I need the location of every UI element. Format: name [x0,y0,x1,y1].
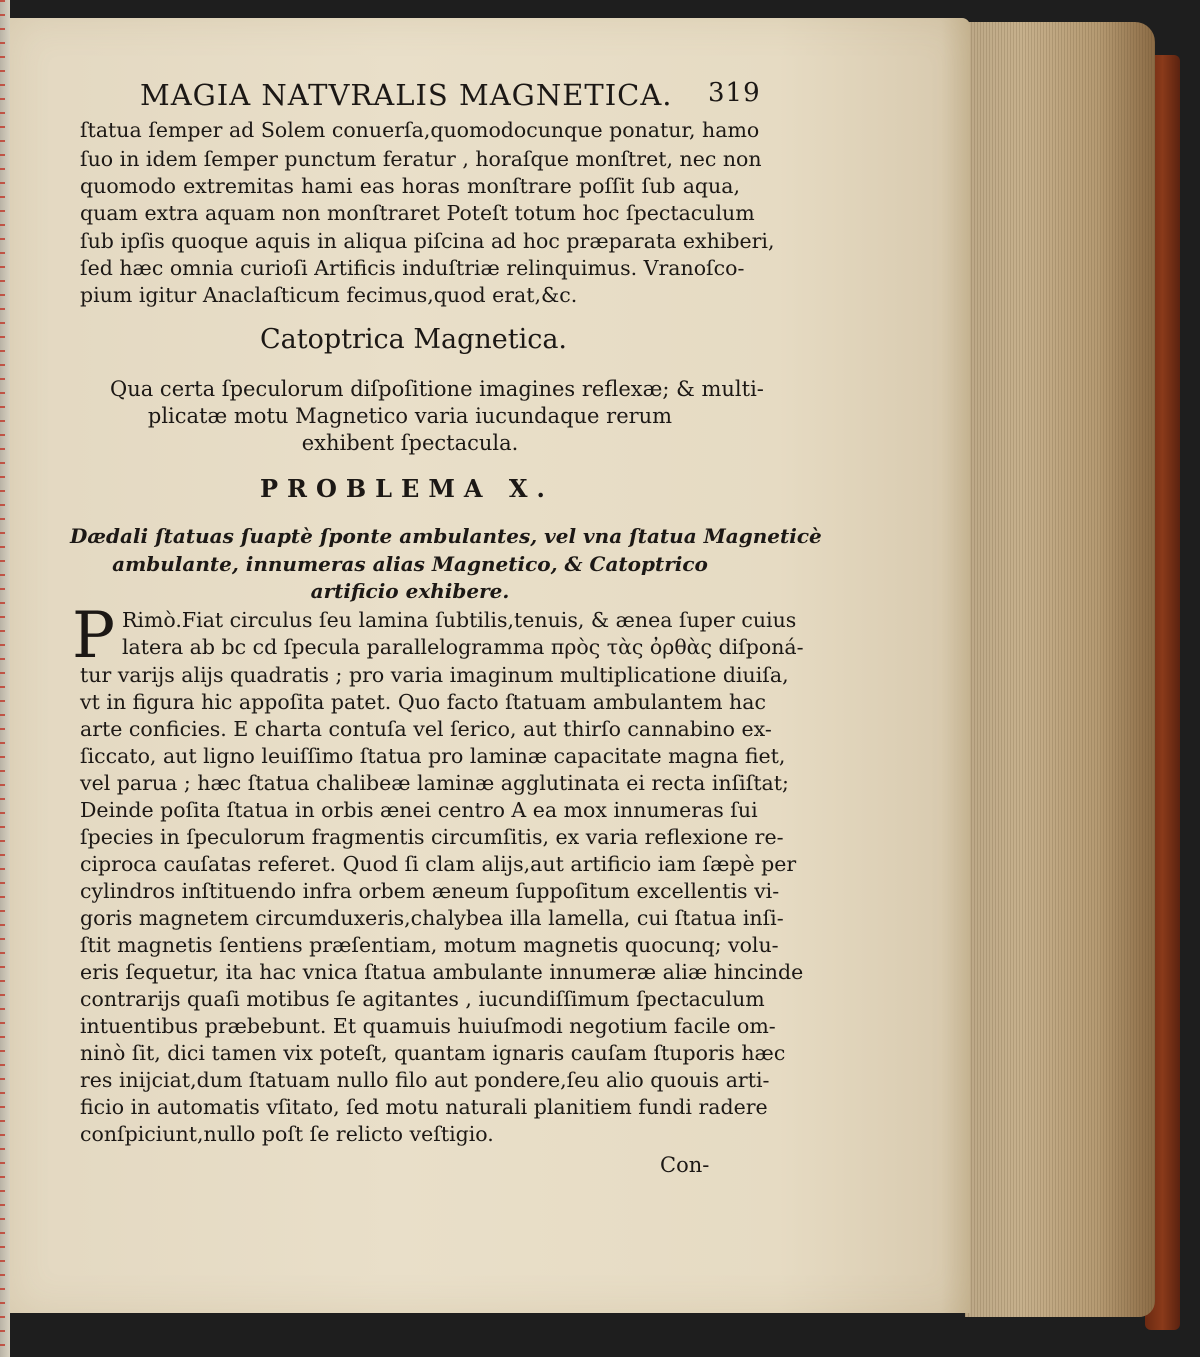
text-line: ciproca cauſatas referet. Quod ſi clam alijs,aut artificio iam ſæpè per [80,852,797,876]
page-number: 319 [708,78,761,108]
text-line: ſpecies in ſpeculorum fragmentis circumſitis, ex varia reflexione re- [80,825,784,849]
catch-word: Con- [660,1153,710,1177]
text-line: vel parua ; hæc ſtatua chalibeæ laminæ agglutinata ei recta inſiſtat; [80,771,789,795]
running-head-title: MAGIA NATVRALIS MAGNETICA. [140,78,673,112]
text-line: arte conficies. E charta contuſa vel ſerico, aut thirſo cannabino ex- [80,717,772,741]
text-line: tur varijs alijs quadratis ; pro varia imaginum multiplicatione diuiſa, [80,663,789,687]
text-line: eris ſequetur, ita hac vnica ſtatua ambulante innumeræ aliæ hincinde [80,960,804,984]
text-line: ſtatua ſemper ad Solem conuerſa,quomodocunque ponatur, hamo [80,118,760,142]
text-line: contrarijs quaſi motibus ſe agitantes , iucundiſſimum ſpectaculum [80,987,765,1011]
section-title: Catoptrica Magnetica. [260,324,568,355]
text-line: cylindros inſtituendo infra orbem æneum ſuppoſitum excellentis vi- [80,879,780,903]
text-line: res inijciat,dum ſtatuam nullo filo aut pondere,ſeu alio quouis arti- [80,1068,770,1092]
running-head [140,78,780,112]
section-subtitle-line: Qua certa ſpeculorum diſpoſitione imagines reflexæ; & multi- [110,377,764,401]
text-line: conſpiciunt,nullo poſt ſe relicto veſtigio. [80,1122,494,1146]
text-line: ſiccato, aut ligno leuiſſimo ſtatua pro laminæ capacitate magna fiet, [80,744,786,768]
drop-cap: P [72,599,116,673]
text-line: Rimò.Fiat circulus ſeu lamina ſubtilis,tenuis, & ænea ſuper cuius [122,608,797,632]
text-line: quam extra aquam non monſtraret Poteſt totum hoc ſpectaculum [80,201,755,225]
text-line: intuentibus præbebunt. Et quamuis huiuſmodi negotium facile om- [80,1014,776,1038]
text-line: ſub ipſis quoque aquis in aliqua piſcina ad hoc præparata exhiberi, [80,229,775,253]
text-line: pium igitur Anaclaſticum fecimus,quod erat,&c. [80,283,578,307]
problem-statement-line: ambulante, innumeras alias Magnetico, & Catoptrico [112,552,708,576]
text-line: Deinde poſita ſtatua in orbis ænei centro A ea mox innumeras ſui [80,798,758,822]
text-line: quomodo extremitas hami eas horas monſtrare poſſit ſub aqua, [80,174,740,198]
text-line: ſed hæc omnia curioſi Artificis induſtriæ relinquimus. Vranoſco- [80,256,745,280]
text-line: goris magnetem circumduxeris,chalybea illa lamella, cui ſtatua inſi- [80,906,784,930]
text-line: vt in figura hic appoſita patet. Quo facto ſtatuam ambulantem hac [80,690,766,714]
left-cover-edge [0,0,10,1357]
problem-statement-line: artificio exhibere. [310,579,510,603]
text-line: latera ab bc cd ſpecula parallelogramma πρὸς τὰς ὀρθὰς diſponá- [122,635,804,659]
problem-heading: PROBLEMA X. [260,474,554,503]
page-fore-edge [965,22,1155,1317]
text-line: ninò ſit, dici tamen vix poteſt, quantam ignaris cauſam ſtuporis hæc [80,1041,786,1065]
section-subtitle-line: exhibent ſpectacula. [301,431,519,455]
text-line: ſuo in idem ſemper punctum feratur , horaſque monſtret, nec non [80,147,762,171]
section-subtitle-line: plicatæ motu Magnetico varia iucundaque rerum [147,404,673,428]
problem-statement-line: Dædali ſtatuas ſuaptè ſponte ambulantes, vel vna ſtatua Magneticè [70,524,822,548]
text-line: ficio in automatis vſitato, ſed motu naturali planitiem fundi radere [80,1095,768,1119]
text-line: ſtit magnetis ſentiens præſentiam, motum magnetis quocunq; volu- [80,933,779,957]
